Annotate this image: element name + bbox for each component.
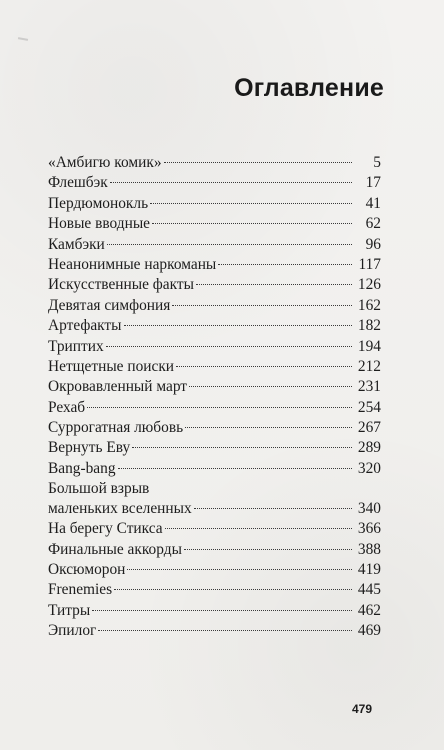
dot-leader: [185, 427, 352, 428]
toc-entry-title: На берегу Стикса: [48, 520, 163, 538]
table-of-contents: [48, 154, 381, 643]
dot-leader: [124, 325, 353, 326]
toc-entry-title: Триптих: [48, 337, 104, 355]
toc-entry-title: Камбэки: [48, 235, 105, 253]
dot-leader: [196, 284, 352, 285]
toc-entry-title: Вернуть Еву: [48, 439, 131, 457]
toc-entry-title: Эпилог: [48, 622, 97, 640]
toc-entry-title: Финальные аккорды: [48, 540, 182, 558]
toc-entry: [48, 541, 381, 561]
toc-entry: [48, 439, 381, 459]
dot-leader: [194, 508, 352, 509]
toc-entry-page: 462: [357, 601, 381, 619]
toc-entry: [48, 297, 381, 317]
toc-entry: [48, 174, 381, 194]
toc-entry-page: 194: [357, 337, 381, 355]
dot-leader: [118, 468, 352, 469]
toc-entry-page: 289: [357, 439, 381, 457]
toc-entry-page: 320: [357, 459, 381, 477]
dot-leader: [98, 630, 352, 631]
toc-entry-title: маленьких вселенных: [48, 500, 192, 518]
toc-entry: [48, 236, 381, 256]
toc-entry-title: «Амбигю комик»: [48, 154, 162, 171]
dot-leader: [87, 407, 352, 408]
toc-entry-title: Оксюморон: [48, 561, 126, 579]
toc-entry: [48, 520, 381, 540]
dot-leader: [165, 528, 352, 529]
toc-entry-page: 96: [365, 235, 381, 253]
toc-entry: [48, 154, 381, 174]
dot-leader: [150, 203, 352, 204]
toc-entry-second-line: [48, 500, 381, 520]
toc-entry: [48, 460, 381, 480]
toc-entry-title: Окровавленный март: [48, 378, 188, 396]
toc-entry-page: 41: [365, 194, 381, 212]
toc-entry: [48, 358, 381, 378]
dot-leader: [164, 162, 352, 163]
toc-entry-title: Искусственные факты: [48, 276, 194, 294]
dot-leader: [189, 386, 352, 387]
toc-entry-title: Рехаб: [48, 398, 86, 416]
toc-entry-title: Frenemies: [48, 581, 113, 599]
page-title: Оглавление: [234, 74, 384, 102]
dot-leader: [184, 549, 352, 550]
toc-entry: [48, 276, 381, 296]
toc-entry-page: 126: [357, 276, 381, 294]
toc-entry-title-line: Большой взрыв: [48, 480, 150, 498]
toc-entry: [48, 480, 381, 520]
page-number: 479: [351, 702, 372, 716]
dot-leader: [127, 569, 352, 570]
toc-entry-title: Суррогатная любовь: [48, 419, 184, 437]
toc-entry-page: 469: [357, 622, 381, 640]
toc-entry-page: 117: [358, 255, 381, 273]
dot-leader: [106, 346, 352, 347]
toc-entry: [48, 378, 381, 398]
toc-entry: [48, 602, 381, 622]
toc-entry-title: Артефакты: [48, 317, 122, 335]
toc-entry-title: Девятая симфония: [48, 296, 171, 314]
toc-entry: [48, 419, 381, 439]
toc-entry-page: 366: [357, 520, 381, 538]
toc-entry-title: Флешбэк: [48, 174, 108, 192]
toc-entry-page: 254: [357, 398, 381, 416]
toc-entry-page: 231: [357, 378, 381, 396]
toc-entry-page: 62: [365, 215, 381, 233]
dot-leader: [132, 447, 352, 448]
toc-entry-page: 182: [357, 317, 381, 335]
toc-entry: [48, 215, 381, 235]
toc-entry-page: 212: [357, 357, 381, 375]
toc-entry-title: Пердюмонокль: [48, 194, 149, 212]
page-mark: [18, 37, 28, 41]
dot-leader: [176, 366, 352, 367]
toc-entry-title: Новые вводные: [48, 215, 151, 233]
toc-entry-page: 5: [373, 154, 381, 171]
toc-entry: [48, 317, 381, 337]
toc-entry-title: Неанонимные наркоманы: [48, 255, 217, 273]
dot-leader: [107, 244, 352, 245]
dot-leader: [92, 610, 352, 611]
toc-entry-title: Нетщетные поиски: [48, 357, 175, 375]
toc-entry-page: 445: [357, 581, 381, 599]
toc-entry-page: 340: [357, 500, 381, 518]
toc-entry-page: 17: [365, 174, 381, 192]
dot-leader: [218, 264, 352, 265]
toc-entry-title: Титры: [48, 601, 91, 619]
dot-leader: [114, 589, 352, 590]
toc-entry: [48, 399, 381, 419]
toc-entry: [48, 561, 381, 581]
toc-entry: [48, 195, 381, 215]
dot-leader: [172, 305, 352, 306]
dot-leader: [152, 223, 352, 224]
toc-entry: [48, 256, 381, 276]
toc-entry-page: 267: [357, 419, 381, 437]
toc-entry-page: 162: [357, 296, 381, 314]
toc-entry: [48, 581, 381, 601]
dot-leader: [110, 182, 352, 183]
toc-entry-title: Bang-bang: [48, 459, 116, 477]
toc-entry: [48, 622, 381, 642]
toc-entry: [48, 338, 381, 358]
toc-entry-page: 388: [357, 540, 381, 558]
toc-entry-page: 419: [357, 561, 381, 579]
